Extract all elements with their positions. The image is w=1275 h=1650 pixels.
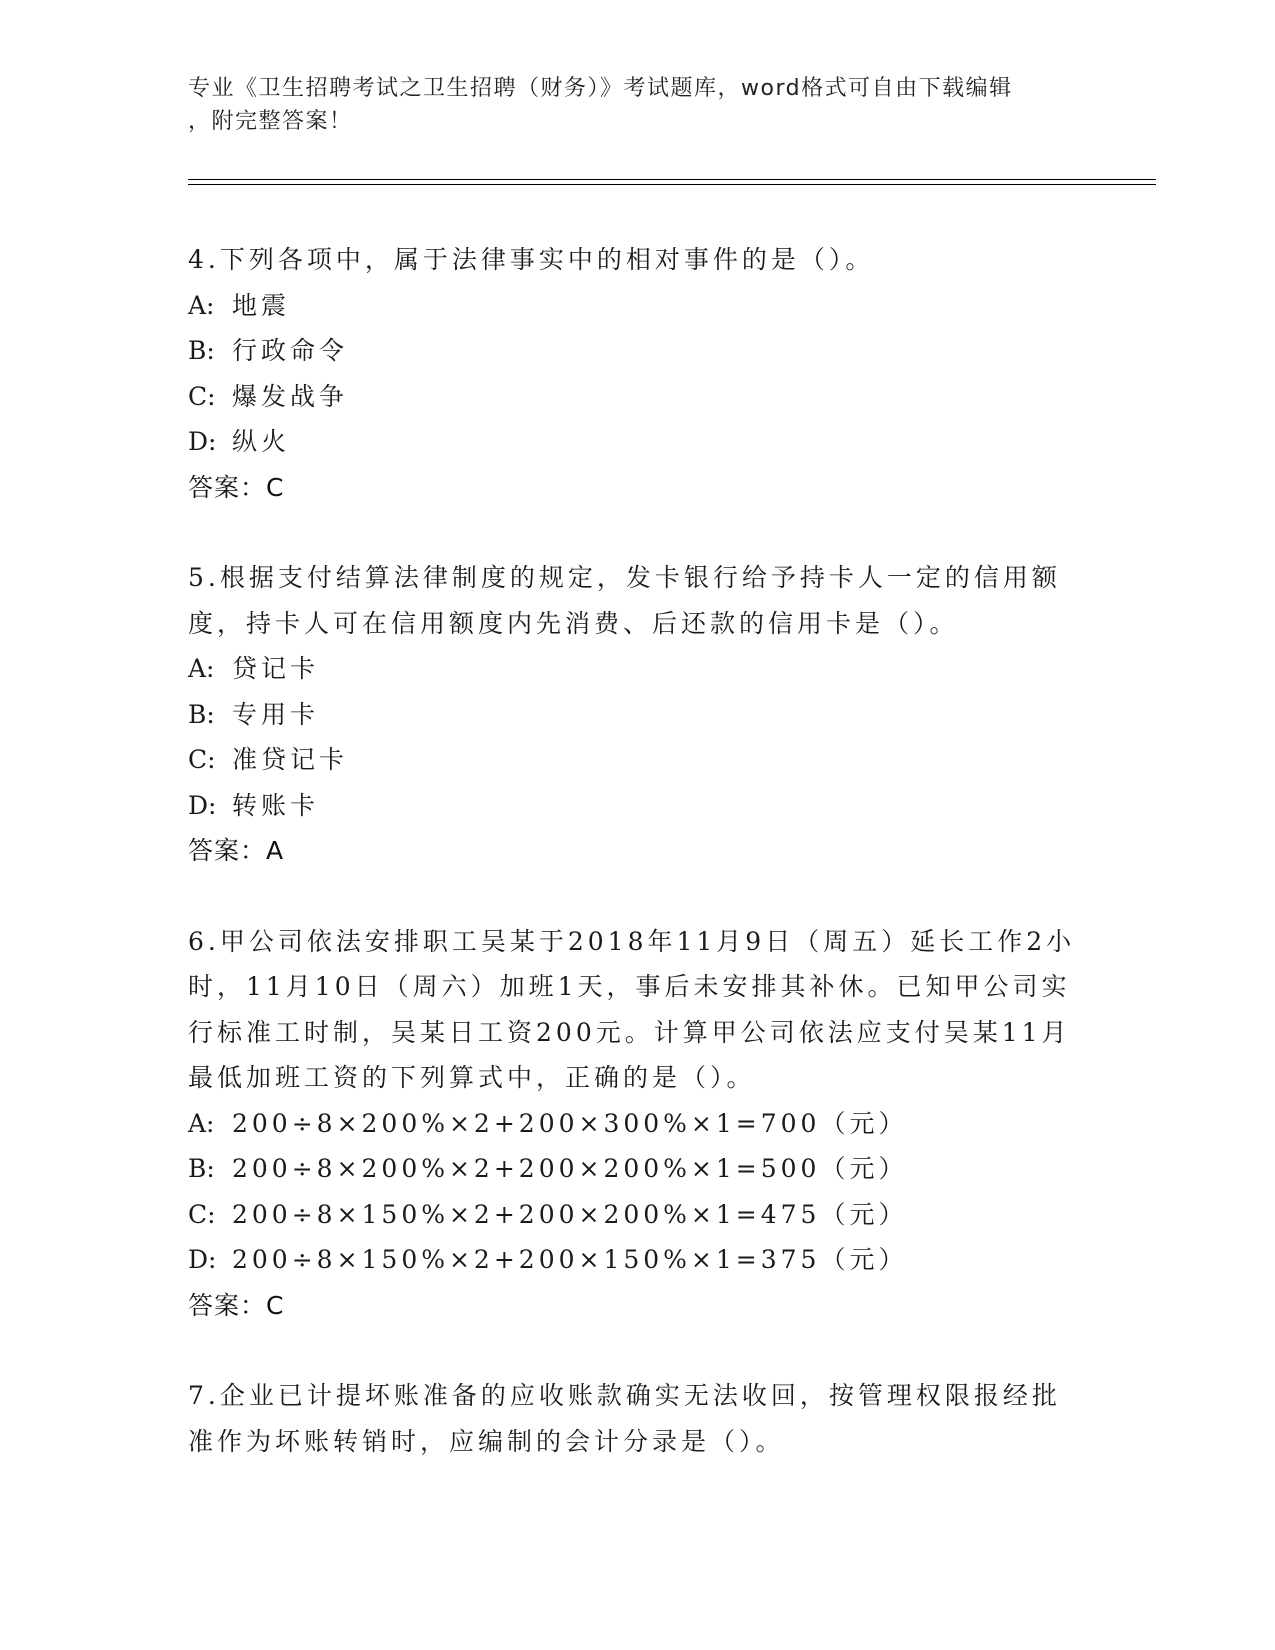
option-key: B: xyxy=(188,336,215,365)
option-c xyxy=(188,1192,1088,1238)
option-key: A: xyxy=(188,290,215,320)
option-d xyxy=(188,783,1088,829)
question-4 xyxy=(188,237,1088,510)
option-text: 准贷记卡 xyxy=(232,745,349,774)
question-text: 4.下列各项中，属于法律事实中的相对事件的是（）。 xyxy=(188,245,875,274)
question-spacer xyxy=(188,510,1088,555)
option-text: 专用卡 xyxy=(232,699,320,729)
option-text: 爆发战争 xyxy=(232,381,349,411)
header-divider-top xyxy=(188,179,1156,180)
option-key: B: xyxy=(188,1154,215,1183)
option-key: A: xyxy=(188,1108,215,1138)
question-text: 5.根据支付结算法律制度的规定，发卡银行给予持卡人一定的信用额度，持卡人可在信用额度内先消费、后还款的信用卡是（）。 xyxy=(188,563,1061,638)
header-line-1: 专业《卫生招聘考试之卫生招聘（财务）》考试题库，word格式可自由下载编辑 xyxy=(188,76,1013,101)
question-6 xyxy=(188,919,1088,1329)
option-text: 200÷8×200%×2+200×300%×1=700（元） xyxy=(232,1108,908,1138)
option-key: B: xyxy=(188,699,215,729)
option-key: C: xyxy=(188,745,216,774)
option-key: D: xyxy=(188,790,217,820)
question-spacer xyxy=(188,874,1088,919)
option-b xyxy=(188,1146,1088,1192)
option-text: 200÷8×200%×2+200×200%×1=500（元） xyxy=(232,1154,908,1183)
option-key: D: xyxy=(188,1245,217,1274)
option-key: A: xyxy=(188,654,215,683)
answer-line: 答案：A xyxy=(188,836,285,865)
option-text: 纵火 xyxy=(232,427,291,456)
option-text: 地震 xyxy=(232,290,291,320)
option-text: 转账卡 xyxy=(232,790,320,820)
question-list xyxy=(188,237,1088,1464)
option-key: C: xyxy=(188,1199,216,1229)
option-a xyxy=(188,283,1088,329)
document-header xyxy=(188,72,1088,138)
question-text: 6.甲公司依法安排职工吴某于2018年11月9日（周五）延长工作2小时，11月10日（周六）加班1天，事后未安排其补休。已知甲公司实行标准工时制，吴某日工资200元。计算甲公司依法应支付吴某11月最低加班工资的下列算式中，正确的是（）。 xyxy=(188,926,1076,1092)
option-a xyxy=(188,646,1088,692)
option-key: D: xyxy=(188,427,217,456)
option-text: 200÷8×150%×2+200×150%×1=375（元） xyxy=(232,1245,908,1274)
option-text: 行政命令 xyxy=(232,336,349,365)
option-a xyxy=(188,1101,1088,1147)
option-b xyxy=(188,692,1088,738)
header-line-2: ，附完整答案！ xyxy=(188,109,353,134)
option-d xyxy=(188,1237,1088,1283)
question-5 xyxy=(188,555,1088,874)
header-divider-bottom xyxy=(188,184,1156,185)
option-text: 贷记卡 xyxy=(232,654,320,683)
answer-line: 答案：C xyxy=(188,472,285,502)
option-b xyxy=(188,328,1088,374)
option-key: C: xyxy=(188,381,216,411)
question-spacer xyxy=(188,1328,1088,1373)
question-7 xyxy=(188,1373,1088,1464)
option-c xyxy=(188,374,1088,420)
option-c xyxy=(188,737,1088,783)
answer-line: 答案：C xyxy=(188,1290,285,1320)
question-text: 7.企业已计提坏账准备的应收账款确实无法收回，按管理权限报经批准作为坏账转销时，应编制的会计分录是（）。 xyxy=(188,1381,1061,1456)
option-text: 200÷8×150%×2+200×200%×1=475（元） xyxy=(232,1199,908,1229)
option-d xyxy=(188,419,1088,465)
